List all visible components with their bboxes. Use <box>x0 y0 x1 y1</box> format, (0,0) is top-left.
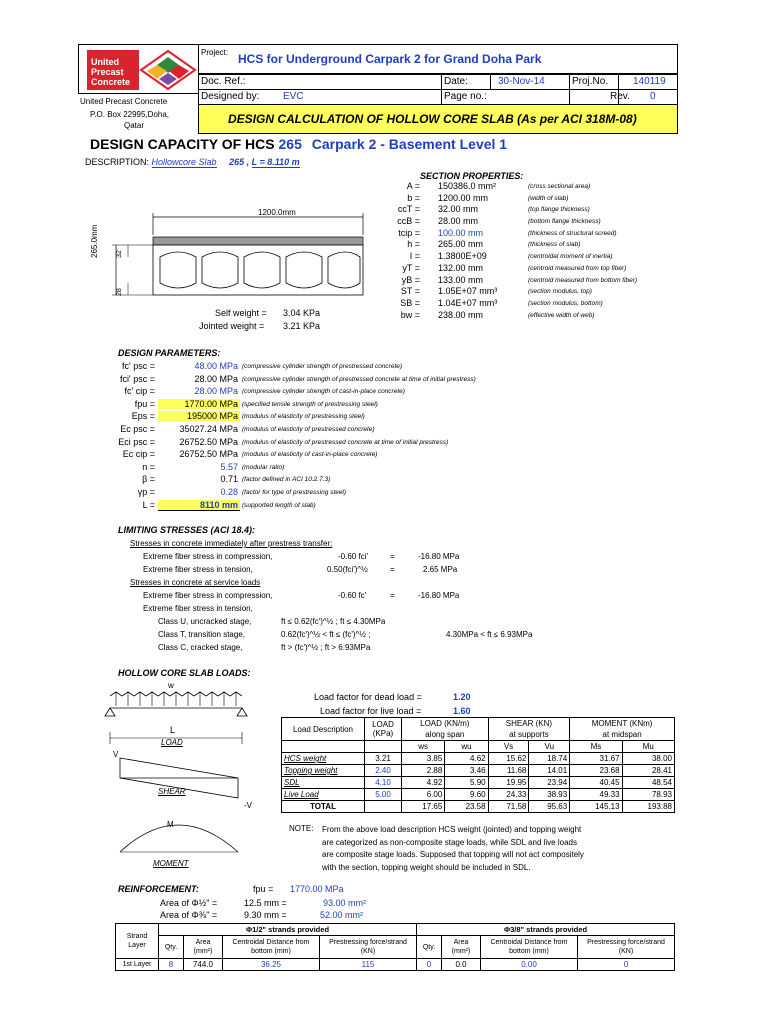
title-hcs: 265 <box>278 136 302 152</box>
self-weight-value: 3.04 KPa <box>283 308 321 318</box>
prop-note: (width of slab) <box>528 194 569 202</box>
note-text <box>322 824 584 874</box>
class-u-formula: ft ≤ 0.62(fc')^½ ; ft ≤ 4.30MPa <box>281 617 386 626</box>
area-head-2: Area (mm²) <box>442 936 481 959</box>
param-note: (factor for type of prestressing steel) <box>242 488 347 496</box>
service-comp-value: -16.80 MPa <box>418 591 460 600</box>
prop-value: 238.00 mm <box>438 309 484 320</box>
section-prop-row <box>380 239 720 251</box>
loads-table <box>281 717 675 813</box>
area-38-value: 52.00 mm² <box>320 910 364 920</box>
force-head: Prestressing force/strand (KN) <box>320 936 417 959</box>
centroid-head-2: Centroidal Distance from bottom (mm) <box>481 936 578 959</box>
prop-value: 1200.00 mm <box>438 192 489 203</box>
transfer-tens-label: Extreme fiber stress in tension, <box>143 565 253 574</box>
design-param-row <box>85 411 705 424</box>
layer-1-force: 115 <box>320 959 417 971</box>
description-label: DESCRIPTION: <box>85 157 150 167</box>
param-value: 28.00 MPa <box>194 386 238 397</box>
prop-symbol: yB = <box>401 274 420 285</box>
load-ms: 49.33 <box>570 789 622 801</box>
load-load: 5.00 <box>365 789 402 801</box>
title-main: DESIGN CAPACITY OF HCS <box>90 136 275 152</box>
design-param-row <box>85 500 705 513</box>
prop-symbol: tcip = <box>398 227 420 238</box>
half-strands-head: Φ1/2" strands provided <box>159 924 417 936</box>
live-factor-value: 1.60 <box>453 706 471 716</box>
section-prop-row <box>380 286 720 298</box>
load-vu: 23.94 <box>529 777 570 789</box>
prop-value: 150386.0 mm² <box>438 181 497 191</box>
transfer-comp-value: -16.80 MPa <box>418 552 460 561</box>
load-diagrams <box>98 680 258 870</box>
area-half-label: Area of Φ½" = <box>160 898 218 908</box>
project-label: Project: <box>201 48 229 57</box>
reinf-fpu-value: 1770.00 MPa <box>290 884 344 894</box>
pageno-label: Page no.: <box>444 91 487 102</box>
page-title <box>90 136 507 152</box>
total-ws: 17.65 <box>402 801 445 813</box>
load-ms: 31.67 <box>570 753 622 765</box>
load-desc: HCS weight <box>282 753 365 765</box>
param-note: (modulus of elasticity of prestressed concrete at time of initial prestress) <box>242 438 449 446</box>
load-ws: 6.00 <box>402 789 445 801</box>
load-mu: 48.54 <box>622 777 674 789</box>
param-note: (modular ratio) <box>242 463 285 471</box>
param-value: 0.28 <box>220 486 238 497</box>
prop-note: (section modulus, top) <box>528 288 592 296</box>
section-prop-row <box>380 298 720 310</box>
date-label: Date: <box>444 76 468 87</box>
company-name: United Precast Concrete <box>80 97 168 106</box>
param-symbol: fc' psc = <box>122 361 155 371</box>
rev-value: 0 <box>650 91 656 102</box>
param-symbol: fpu = <box>134 398 155 409</box>
load-wu: 4.62 <box>445 753 488 765</box>
load-vu: 14.01 <box>529 765 570 777</box>
th-shear: SHEAR (KN) <box>488 718 570 730</box>
prop-note: (centroid measured from top fiber) <box>528 264 627 272</box>
transfer-tens-formula: 0.50(fci')^½ <box>327 565 368 574</box>
three8-strands-head: Φ3/8" strands provided <box>417 924 675 936</box>
prop-symbol: ccT = <box>397 204 420 215</box>
description-value: Hollowcore Slab <box>151 157 217 167</box>
prop-value: 28.00 mm <box>438 216 479 227</box>
slab-bottom-flange-label: 28 <box>116 288 123 296</box>
load-load: 3.21 <box>365 753 402 765</box>
dead-factor-label: Load factor for dead load = <box>314 692 422 702</box>
logo-line-3: Concrete <box>91 77 131 87</box>
layer-1-centroid-2: 0.00 <box>481 959 578 971</box>
section-prop-row <box>380 204 720 216</box>
banner-title: DESIGN CALCULATION OF HOLLOW CORE SLAB (As per ACI 318M-08) <box>228 112 637 126</box>
prop-value: 1.05E+07 mm³ <box>438 286 498 297</box>
param-symbol: γp = <box>137 486 155 497</box>
company-address-2: Qatar <box>124 121 145 130</box>
th-wu: wu <box>445 741 488 753</box>
company-address-1: P.O. Box 22995,Doha, <box>90 110 170 119</box>
note-line-4: with the section, topping weight should be included in SDL. <box>322 862 531 872</box>
prop-value: 1.3800E+09 <box>438 251 487 262</box>
qty-head-2: Qty. <box>417 936 442 959</box>
description-length: L = 8.110 m <box>251 157 300 167</box>
total-label: TOTAL <box>282 801 365 813</box>
transfer-comp-label: Extreme fiber stress in compression, <box>143 552 273 561</box>
load-ws: 4.92 <box>402 777 445 789</box>
strand-layer-head: Strand Layer <box>116 924 159 959</box>
area-head: Area (mm²) <box>184 936 223 959</box>
prop-value: 1.04E+07 mm³ <box>438 297 498 308</box>
load-wu: 5.90 <box>445 777 488 789</box>
project-title: HCS for Underground Carpark 2 for Grand Doha Park <box>238 52 542 66</box>
param-symbol: Ec cip = <box>122 449 155 460</box>
param-value: 28.00 MPa <box>194 373 238 384</box>
load-row <box>282 789 675 801</box>
param-symbol: n = <box>142 461 155 472</box>
prop-symbol: SB = <box>400 297 420 308</box>
area-half-value: 93.00 mm² <box>323 898 367 908</box>
th-mu: Mu <box>622 741 674 753</box>
param-note: (supported length of slab) <box>242 501 316 509</box>
param-value: 0.71 <box>220 474 238 485</box>
dead-factor-value: 1.20 <box>453 692 471 702</box>
area-half-dia: 12.5 mm = <box>244 898 287 908</box>
param-value: 48.00 MPa <box>194 361 238 371</box>
load-vs: 15.62 <box>488 753 529 765</box>
param-symbol: Eps = <box>131 411 155 422</box>
load-desc: Live Load <box>282 789 365 801</box>
force-head-2: Prestressing force/strand (KN) <box>578 936 675 959</box>
prop-symbol: bw = <box>400 309 420 320</box>
transfer-heading: Stresses in concrete immediately after prestress transfer: <box>130 539 333 548</box>
load-load: 4.10 <box>365 777 402 789</box>
section-heading: SECTION PROPERTIES: <box>420 171 524 181</box>
prop-note: (section modulus, bottom) <box>528 299 603 307</box>
th-ws: ws <box>402 741 445 753</box>
design-param-row <box>85 474 705 487</box>
prop-value: 133.00 mm <box>438 274 484 285</box>
service-comp-eq: = <box>390 591 395 600</box>
centroid-head: Centroidal Distance from bottom (mm) <box>223 936 320 959</box>
section-props <box>380 181 720 321</box>
diagram-shear-caption: SHEAR <box>158 787 186 796</box>
transfer-tens-eq: = <box>390 565 395 574</box>
prop-value: 265.00 mm <box>438 239 484 250</box>
slab-width-label: 1200.0mm <box>258 208 296 217</box>
prop-note: (centroid measured from bottom fiber) <box>528 276 638 284</box>
param-symbol: L = <box>142 499 155 510</box>
layer-1-centroid: 36.25 <box>223 959 320 971</box>
design-param-row <box>85 386 705 399</box>
th-load: LOAD (KPa) <box>365 718 402 741</box>
date-value: 30-Nov-14 <box>498 76 545 87</box>
load-ms: 23.68 <box>570 765 622 777</box>
diagram-w-label: w <box>168 681 174 690</box>
logo-line-2: Precast <box>91 67 124 77</box>
class-c-label: Class C, cracked stage, <box>158 643 243 652</box>
service-tens-label: Extreme fiber stress in tension, <box>143 604 253 613</box>
design-param-row <box>85 462 705 475</box>
area-38-dia: 9.30 mm = <box>244 910 287 920</box>
th-load-span: LOAD (KN/m) <box>402 718 489 730</box>
param-note: (specified tensile strength of prestressing steel) <box>242 400 378 408</box>
service-comp-label: Extreme fiber stress in compression, <box>143 591 273 600</box>
total-ms: 145.13 <box>570 801 622 813</box>
th-along-span: along span <box>402 729 489 741</box>
designed-label: Designed by: <box>201 91 260 102</box>
area-38-label: Area of Φ⅜" = <box>160 910 218 920</box>
design-heading: DESIGN PARAMETERS: <box>118 348 221 358</box>
projno-value: 140119 <box>633 76 666 87</box>
class-t-label: Class T, transition stage, <box>158 630 246 639</box>
param-symbol: β = <box>142 474 155 485</box>
loads-heading: HOLLOW CORE SLAB LOADS: <box>118 668 251 678</box>
header <box>78 44 678 134</box>
class-u-label: Class U, uncracked stage, <box>158 617 252 626</box>
load-load: 2.40 <box>365 765 402 777</box>
class-c-formula: ft > (fc')^½ ; ft > 6.93MPa <box>281 643 371 652</box>
param-value: 195000 MPa <box>158 411 240 421</box>
load-row <box>282 777 675 789</box>
layer-1-area: 744.0 <box>184 959 223 971</box>
prop-note: (centroidal moment of inertia) <box>528 253 613 261</box>
load-vs: 11.68 <box>488 765 529 777</box>
th-at-midspan: at midspan <box>570 729 675 741</box>
load-ws: 3.85 <box>402 753 445 765</box>
prop-symbol: A = <box>406 181 420 191</box>
load-row <box>282 753 675 765</box>
load-mu: 38.00 <box>622 753 674 765</box>
service-comp-formula: -0.60 fc' <box>338 591 367 600</box>
th-moment: MOMENT (KNm) <box>570 718 675 730</box>
prop-value: 132.00 mm <box>438 262 484 273</box>
th-at-supports: at supports <box>488 729 570 741</box>
diagram-m-label: M <box>167 820 174 829</box>
note-line-3: are composite stage loads. Supposed that topping will not act compositely <box>322 850 584 859</box>
slab-height-label: 265.0mm <box>90 224 99 258</box>
qty-head: Qty. <box>159 936 184 959</box>
title-sub: Carpark 2 - Basement Level 1 <box>311 136 508 152</box>
logo-line-1: United <box>91 57 119 67</box>
jointed-weight-value: 3.21 KPa <box>283 321 321 331</box>
design-param-row <box>85 399 705 412</box>
param-symbol: Ec psc = <box>120 423 155 434</box>
transfer-comp-formula: -0.60 fci' <box>338 552 368 561</box>
param-note: (factor defined in ACI 10.2.7.3) <box>242 476 331 484</box>
design-param-row <box>85 449 705 462</box>
param-note: (compressive cylinder strength of cast-in-place concrete) <box>242 388 405 396</box>
limiting-heading: LIMITING STRESSES (ACI 18.4): <box>118 525 256 535</box>
load-vs: 19.95 <box>488 777 529 789</box>
load-wu: 3.46 <box>445 765 488 777</box>
prop-symbol: yT = <box>402 262 420 273</box>
prop-note: (thickness of slab) <box>528 241 581 249</box>
note-line-1: From the above load description HCS weight (jointed) and topping weight <box>322 825 582 834</box>
prop-value: 100.00 mm <box>438 227 484 238</box>
param-value: 26752.50 MPa <box>179 436 238 447</box>
prop-note: (thickness of structural screed) <box>528 229 617 237</box>
section-prop-row <box>380 216 720 228</box>
section-prop-row <box>380 275 720 287</box>
param-symbol: fci' psc = <box>120 373 155 384</box>
section-prop-row <box>380 228 720 240</box>
section-prop-row <box>380 251 720 263</box>
prop-symbol: ST = <box>400 286 420 297</box>
logo-diamond-icon <box>139 49 197 91</box>
strands-table <box>115 923 675 971</box>
designed-value: EVC <box>283 91 304 102</box>
note-label: NOTE: <box>289 824 314 833</box>
total-mu: 193.88 <box>622 801 674 813</box>
param-symbol: Eci psc = <box>118 436 155 447</box>
reinf-heading: REINFORCEMENT: <box>118 884 199 894</box>
description-size: 265 , <box>229 157 250 167</box>
diagram-v-label: V <box>113 750 119 759</box>
load-desc: SDL <box>282 777 365 789</box>
docref-label: Doc. Ref.: <box>201 76 246 87</box>
design-param-row <box>85 374 705 387</box>
note-line-2: are categorized as non-composite stage loads, while SDL and live loads <box>322 837 577 847</box>
param-note: (modulus of elasticity of prestressing steel) <box>242 413 365 421</box>
company-logo <box>78 44 198 94</box>
param-value: 5.57 <box>220 461 238 472</box>
param-note: (compressive cylinder strength of prestressed concrete at time of initial prestress) <box>242 375 476 383</box>
total-vs: 71.58 <box>488 801 529 813</box>
prop-note: (bottom flange thickness) <box>528 218 601 226</box>
design-param-row <box>85 487 705 500</box>
load-mu: 78.93 <box>622 789 674 801</box>
self-weight-label: Self weight = <box>215 308 267 318</box>
transfer-comp-eq: = <box>390 552 395 561</box>
prop-value: 32.00 mm <box>438 204 479 215</box>
prop-note: (top flange thickness) <box>528 206 590 214</box>
load-vu: 38.93 <box>529 789 570 801</box>
param-value: 26752.50 MPa <box>179 449 238 460</box>
total-vu: 95.63 <box>529 801 570 813</box>
param-value: 8110 mm <box>158 500 240 511</box>
prop-symbol: b = <box>407 192 420 203</box>
layer-1-qty: 8 <box>159 959 184 971</box>
diagram-moment-caption: MOMENT <box>153 859 189 868</box>
design-params <box>85 361 705 512</box>
diagram-l-label: L <box>170 725 176 735</box>
param-note: (modulus of elasticity of prestressed concrete) <box>242 425 375 433</box>
load-ws: 2.88 <box>402 765 445 777</box>
reinf-fpu-label: fpu = <box>253 884 274 894</box>
live-factor-label: Load factor for live load = <box>320 706 422 716</box>
param-value: 1770.00 MPa <box>158 399 240 409</box>
prop-symbol: I = <box>409 251 420 262</box>
section-prop-row <box>380 263 720 275</box>
design-param-row <box>85 424 705 437</box>
param-symbol: fc' cip = <box>124 386 155 397</box>
load-vu: 18.74 <box>529 753 570 765</box>
design-param-row <box>85 361 705 374</box>
prop-symbol: h = <box>407 239 420 250</box>
param-note: (modulus of elasticity of cast-in-place concrete) <box>242 451 378 459</box>
load-desc: Topping weight <box>282 765 365 777</box>
diagram-load-caption: LOAD <box>161 738 183 747</box>
slab-section-drawing <box>98 205 368 315</box>
th-vs: Vs <box>488 741 529 753</box>
projno-label: Proj.No. <box>572 76 609 87</box>
section-prop-row <box>380 193 720 205</box>
section-prop-row <box>380 181 720 193</box>
load-row <box>282 765 675 777</box>
layer-1-qty-2: 0 <box>417 959 442 971</box>
layer-1-force-2: 0 <box>578 959 675 971</box>
layer-1-area-2: 0.0 <box>442 959 481 971</box>
section-prop-row <box>380 310 720 322</box>
th-ms: Ms <box>570 741 622 753</box>
param-note: (compressive cylinder strength of prestressed concrete) <box>242 363 403 370</box>
diagram-neg-v-label: -V <box>244 801 252 810</box>
prop-note: (cross sectional area) <box>528 183 591 190</box>
transfer-tens-value: 2.65 MPa <box>423 565 458 574</box>
th-vu: Vu <box>529 741 570 753</box>
load-wu: 9.60 <box>445 789 488 801</box>
load-mu: 28.41 <box>622 765 674 777</box>
service-heading: Stresses in concrete at service loads <box>130 578 261 587</box>
prop-note: (effective width of web) <box>528 311 595 319</box>
load-vs: 24.33 <box>488 789 529 801</box>
jointed-weight-label: Jointed weight = <box>199 321 265 331</box>
rev-label: Rev. <box>610 91 630 102</box>
total-wu: 23.58 <box>445 801 488 813</box>
prop-symbol: ccB = <box>397 216 420 227</box>
description <box>85 157 300 167</box>
design-param-row <box>85 437 705 450</box>
class-t-formula: 0.62(fc')^½ < ft ≤ (fc')^½ ; <box>281 630 371 639</box>
class-t-formula-2: 4.30MPa < ft ≤ 6.93MPa <box>446 630 533 639</box>
load-ms: 40.45 <box>570 777 622 789</box>
layer-1-label: 1st Layer <box>116 959 159 971</box>
slab-top-flange-label: 32 <box>116 250 123 258</box>
th-desc: Load Description <box>282 718 365 741</box>
param-value: 35027.24 MPa <box>179 423 238 434</box>
